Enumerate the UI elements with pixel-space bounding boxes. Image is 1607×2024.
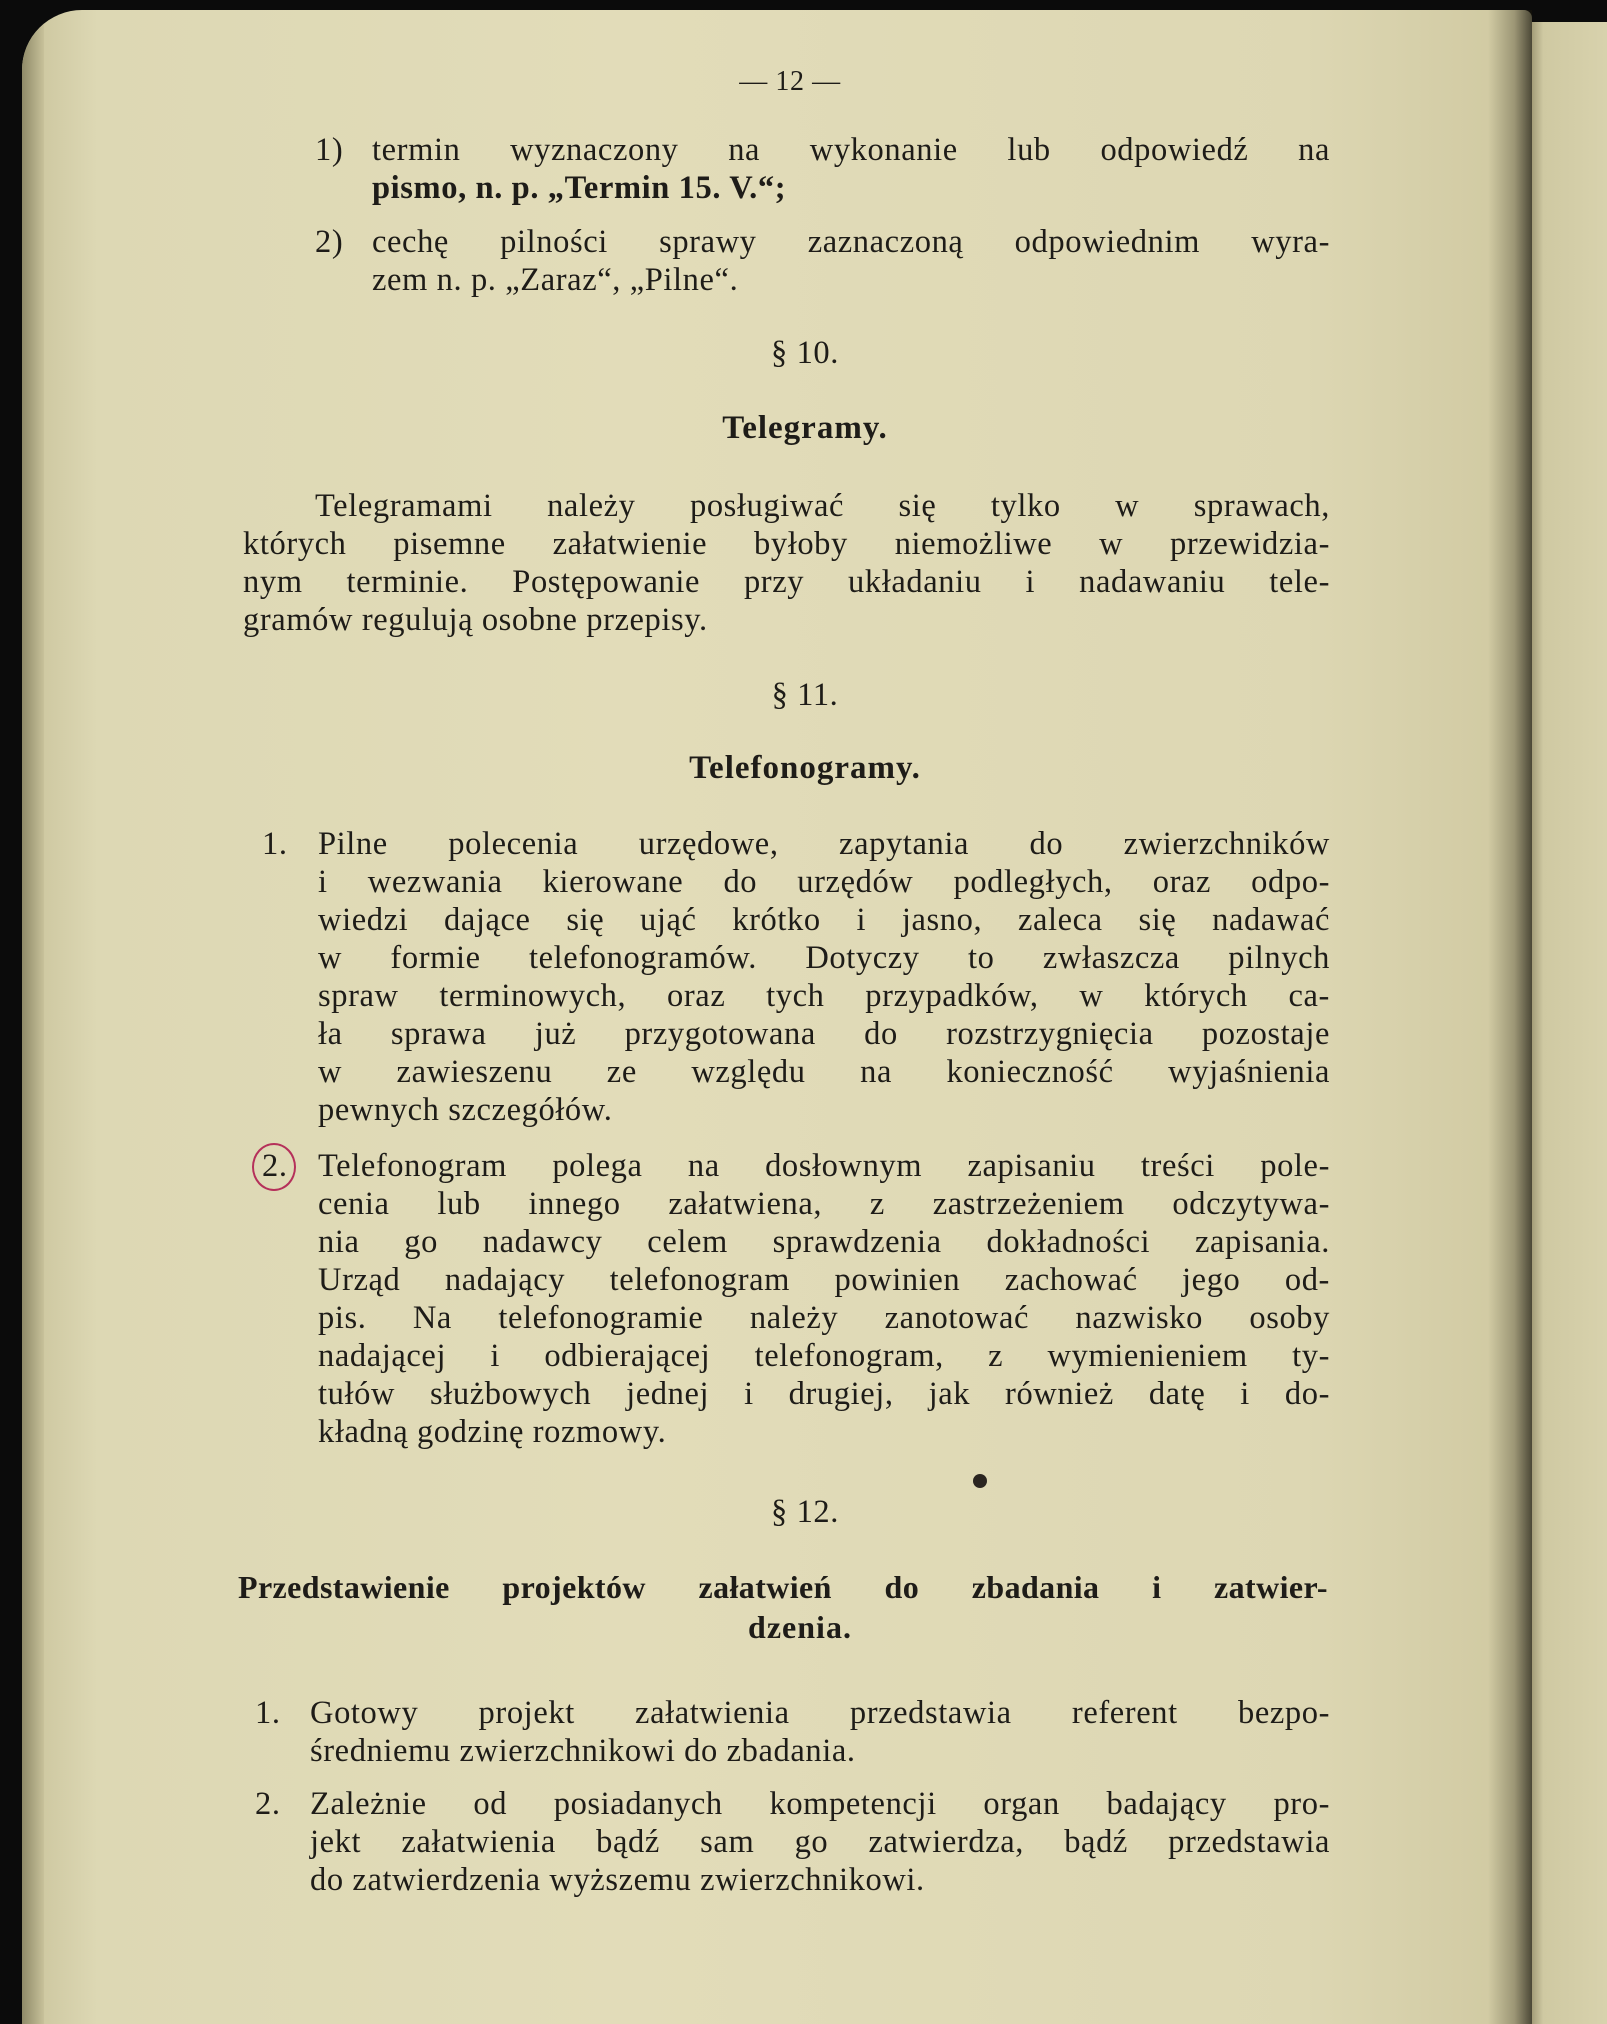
paragraph-number: 2. xyxy=(262,1148,288,1184)
section-title: Telefonogramy. xyxy=(689,750,921,786)
paragraph-line: Zależnie od posiadanych kompetencji organ badający pro- xyxy=(310,1786,1330,1822)
paragraph-line: których pisemne załatwienie byłoby niemożliwe w przewidzia- xyxy=(243,526,1330,562)
section-heading: § 10. xyxy=(771,335,839,371)
section-title: dzenia. xyxy=(748,1609,852,1645)
paragraph-line: Urząd nadający telefonogram powinien zachować jego od- xyxy=(318,1262,1330,1298)
ink-blot xyxy=(973,1474,987,1488)
paragraph-line: Gotowy projekt załatwienia przedstawia referent bezpo- xyxy=(310,1695,1330,1731)
paragraph-line: Telefonogram polega na dosłownym zapisaniu treści pole- xyxy=(318,1148,1330,1184)
item-line: cechę pilności sprawy zaznaczoną odpowiednim wyra- xyxy=(372,224,1330,260)
paragraph-number: 1. xyxy=(255,1695,281,1731)
paragraph-line: gramów regulują osobne przepisy. xyxy=(243,602,708,638)
paragraph-line: w formie telefonogramów. Dotyczy to zwłaszcza pilnych xyxy=(318,940,1330,976)
paragraph-line: pewnych szczegółów. xyxy=(318,1092,613,1128)
paragraph-line: pis. Na telefonogramie należy zanotować nazwisko osoby xyxy=(318,1300,1330,1336)
paragraph-line: cenia lub innego załatwiena, z zastrzeżeniem odczytywa- xyxy=(318,1186,1330,1222)
paragraph-line: nia go nadawcy celem sprawdzenia dokładności zapisania. xyxy=(318,1224,1330,1260)
paragraph-line: w zawieszenu ze względu na konieczność wyjaśnienia xyxy=(318,1054,1330,1090)
section-title: Telegramy. xyxy=(722,410,888,446)
item-line: termin wyznaczony na wykonanie lub odpowiedź na xyxy=(372,132,1330,168)
section-title: Przedstawienie projektów załatwień do zbadania i zatwier- xyxy=(238,1569,1328,1605)
item-line: zem n. p. „Zaraz“, „Pilne“. xyxy=(372,262,739,298)
item-number: 1) xyxy=(315,132,344,168)
paragraph-line: nym terminie. Postępowanie przy układaniu i nadawaniu tele- xyxy=(243,564,1330,600)
paragraph-line: wiedzi dające się ująć krótko i jasno, zaleca się nadawać xyxy=(318,902,1330,938)
paragraph-line: ła sprawa już przygotowana do rozstrzygnięcia pozostaje xyxy=(318,1016,1330,1052)
page-number: — 12 — xyxy=(739,66,841,97)
section-heading: § 11. xyxy=(771,677,839,713)
paragraph-line: tułów służbowych jednej i drugiej, jak również datę i do- xyxy=(318,1376,1330,1412)
item-line: pismo, n. p. „Termin 15. V.“; xyxy=(372,170,787,206)
paragraph-line: jekt załatwienia bądź sam go zatwierdza, bądź przedstawia xyxy=(310,1824,1330,1860)
section-heading: § 12. xyxy=(771,1494,839,1530)
paragraph-line: spraw terminowych, oraz tych przypadków, w których ca- xyxy=(318,978,1330,1014)
paragraph-line: nadającej i odbierającej telefonogram, z wymienieniem ty- xyxy=(318,1338,1330,1374)
paragraph-line: do zatwierdzenia wyższemu zwierzchnikowi. xyxy=(310,1862,925,1898)
paragraph-line: Telegramami należy posługiwać się tylko w sprawach, xyxy=(315,488,1330,524)
paragraph-number: 1. xyxy=(262,826,288,862)
paragraph-line: i wezwania kierowane do urzędów podległych, oraz odpo- xyxy=(318,864,1330,900)
paragraph-number: 2. xyxy=(255,1786,281,1822)
paragraph-line: średniemu zwierzchnikowi do zbadania. xyxy=(310,1733,856,1769)
paragraph-line: Pilne polecenia urzędowe, zapytania do zwierzchników xyxy=(318,826,1330,862)
item-number: 2) xyxy=(315,224,344,260)
paragraph-line: kładną godzinę rozmowy. xyxy=(318,1414,667,1450)
